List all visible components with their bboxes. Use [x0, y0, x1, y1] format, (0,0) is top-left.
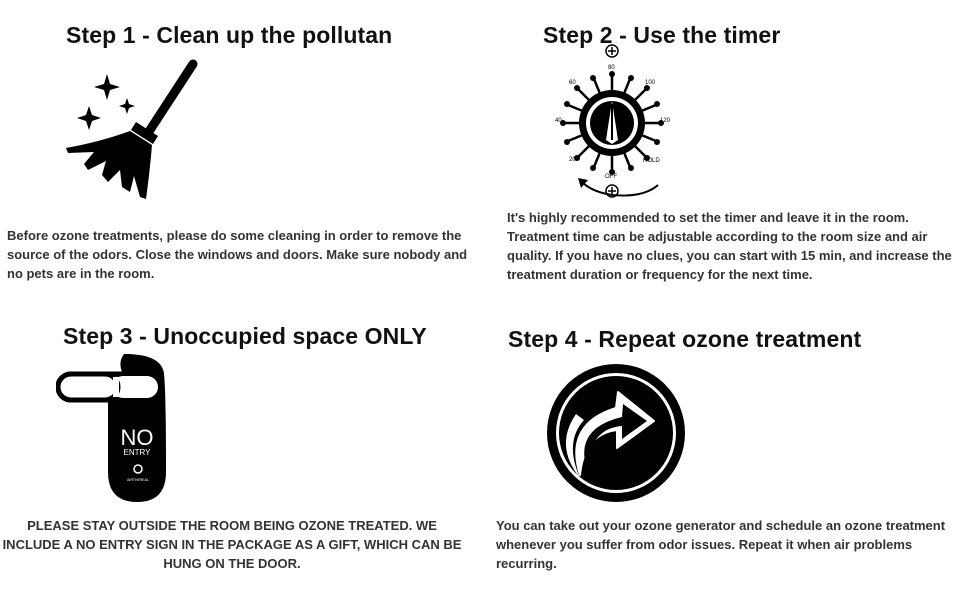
step-4-description: You can take out your ozone generator and schedule an ozone treatment whenever you suffer from odor issues. Repeat it when air problems recurring.	[496, 518, 946, 571]
sign-brand-text: AIRTHEREAL	[127, 478, 149, 482]
step-2-description: It's highly recommended to set the timer and leave it in the room. Treatment time can be adjustable according to the room size and air quality. If you have no clues, you can start with 15 min, and increase the treatment duration or frequency for the next time.	[507, 210, 952, 282]
dial-label-off: OFF	[605, 174, 617, 180]
dial-label-20: 20	[569, 157, 576, 163]
timer-dial-icon	[548, 40, 678, 210]
sign-no-text: NO	[120, 425, 154, 450]
dial-label-100: 100	[645, 80, 656, 86]
dial-label-40: 40	[555, 118, 562, 124]
step-2-title: Step 2 - Use the timer	[543, 22, 781, 48]
dial-label-80: 80	[608, 65, 615, 71]
dial-label-60: 60	[569, 80, 576, 86]
sign-entry-text: ENTRY	[123, 448, 151, 457]
step-3-title: Step 3 - Unoccupied space ONLY	[63, 323, 427, 349]
broom-icon	[60, 58, 205, 208]
dial-label-hold: HOLD	[643, 158, 660, 164]
repeat-arrow-icon	[546, 362, 688, 509]
no-entry-door-hanger-icon	[56, 352, 176, 509]
step-4-title: Step 4 - Repeat ozone treatment	[508, 326, 862, 352]
step-1-title: Step 1 - Clean up the pollutan	[66, 22, 393, 48]
step-1-description: Before ozone treatments, please do some cleaning in order to remove the source of the odors. Close the windows and doors. Make sure nobody and no pets are in the room.	[7, 228, 468, 281]
step-3-description: PLEASE STAY OUTSIDE THE ROOM BEING OZONE TREATED. WE INCLUDE A NO ENTRY SIGN IN THE PACKAGE AS A GIFT, WHICH CAN BE HUNG ON THE DOOR.	[2, 518, 462, 571]
dial-label-120: 120	[660, 118, 671, 124]
